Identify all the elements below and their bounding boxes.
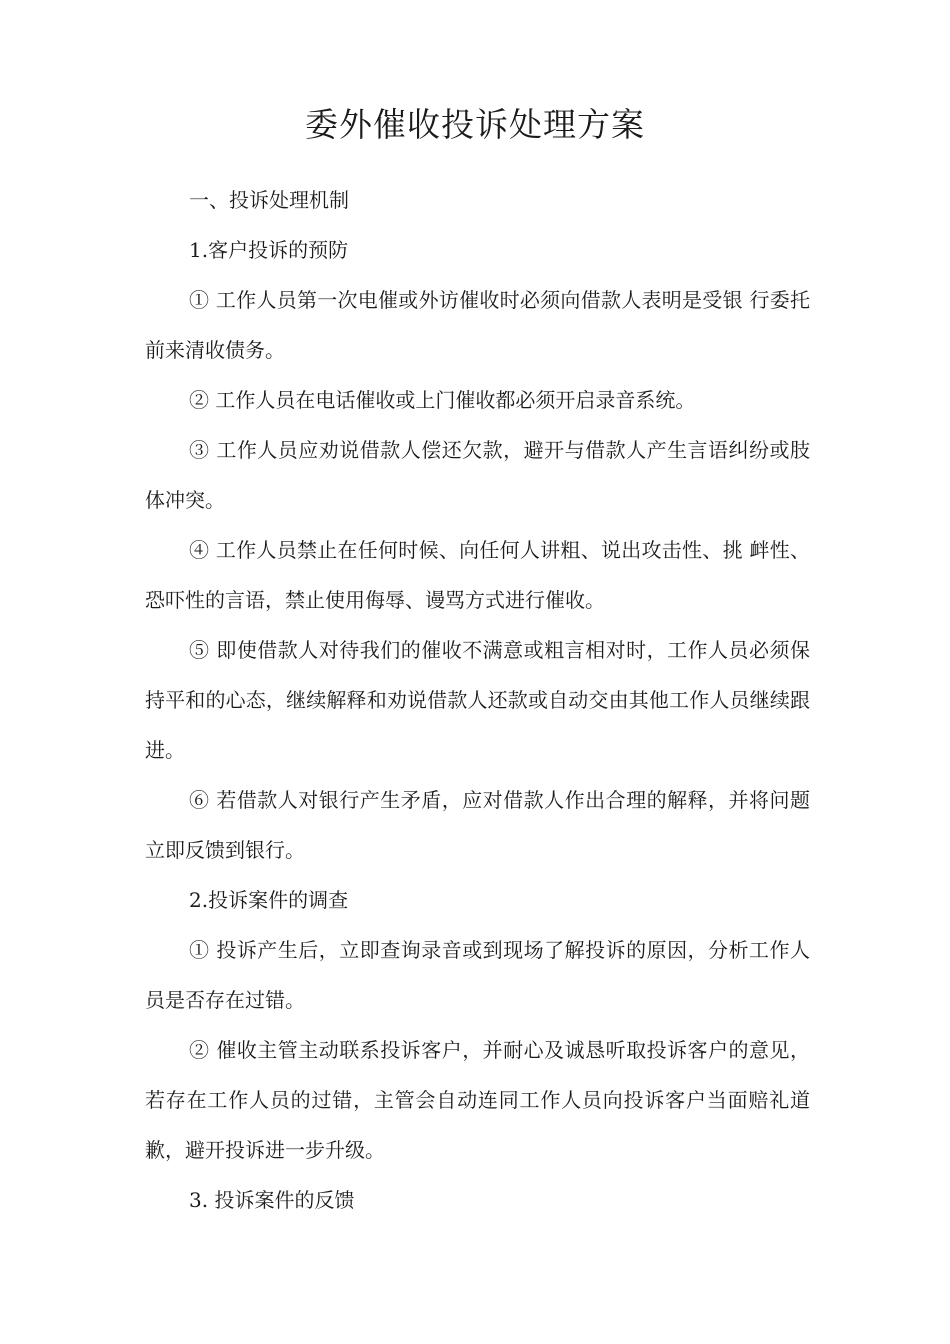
document-title: 委外催收投诉处理方案	[305, 105, 645, 144]
subsection-heading: 2.投诉案件的调查	[189, 888, 349, 912]
paragraph: ④ 工作人员禁止在任何时候、向任何人讲粗、说出攻击性、挑 衅性、恐吓性的言语，禁止使用侮辱、谩骂方式进行催收。	[145, 538, 810, 612]
paragraph: ③ 工作人员应劝说借款人偿还欠款，避开与借款人产生言语纠纷或肢体冲突。	[145, 438, 810, 512]
paragraph: ⑤ 即使借款人对待我们的催收不满意或粗言相对时，工作人员必须保持平和的心态，继续解释和劝说借款人还款或自动交由其他工作人员继续跟进。	[145, 638, 810, 762]
document-body	[145, 175, 810, 1225]
paragraph: ⑥ 若借款人对银行产生矛盾，应对借款人作出合理的解释，并将问题立即反馈到银行。	[145, 788, 810, 862]
section-heading: 一、投诉处理机制	[189, 188, 349, 212]
paragraph: ① 工作人员第一次电催或外访催收时必须向借款人表明是受银 行委托前来清收债务。	[145, 288, 810, 362]
paragraph: ① 投诉产生后，立即查询录音或到现场了解投诉的原因，分析工作人员是否存在过错。	[145, 938, 810, 1012]
subsection-heading: 1.客户投诉的预防	[189, 238, 349, 262]
paragraph: ② 催收主管主动联系投诉客户，并耐心及诚恳听取投诉客户的意见，若存在工作人员的过错，主管会自动连同工作人员向投诉客户当面赔礼道歉，避开投诉进一步升级。	[145, 1038, 810, 1162]
subsection-heading: 3. 投诉案件的反馈	[189, 1188, 355, 1212]
paragraph: ② 工作人员在电话催收或上门催收都必须开启录音系统。	[189, 388, 696, 412]
